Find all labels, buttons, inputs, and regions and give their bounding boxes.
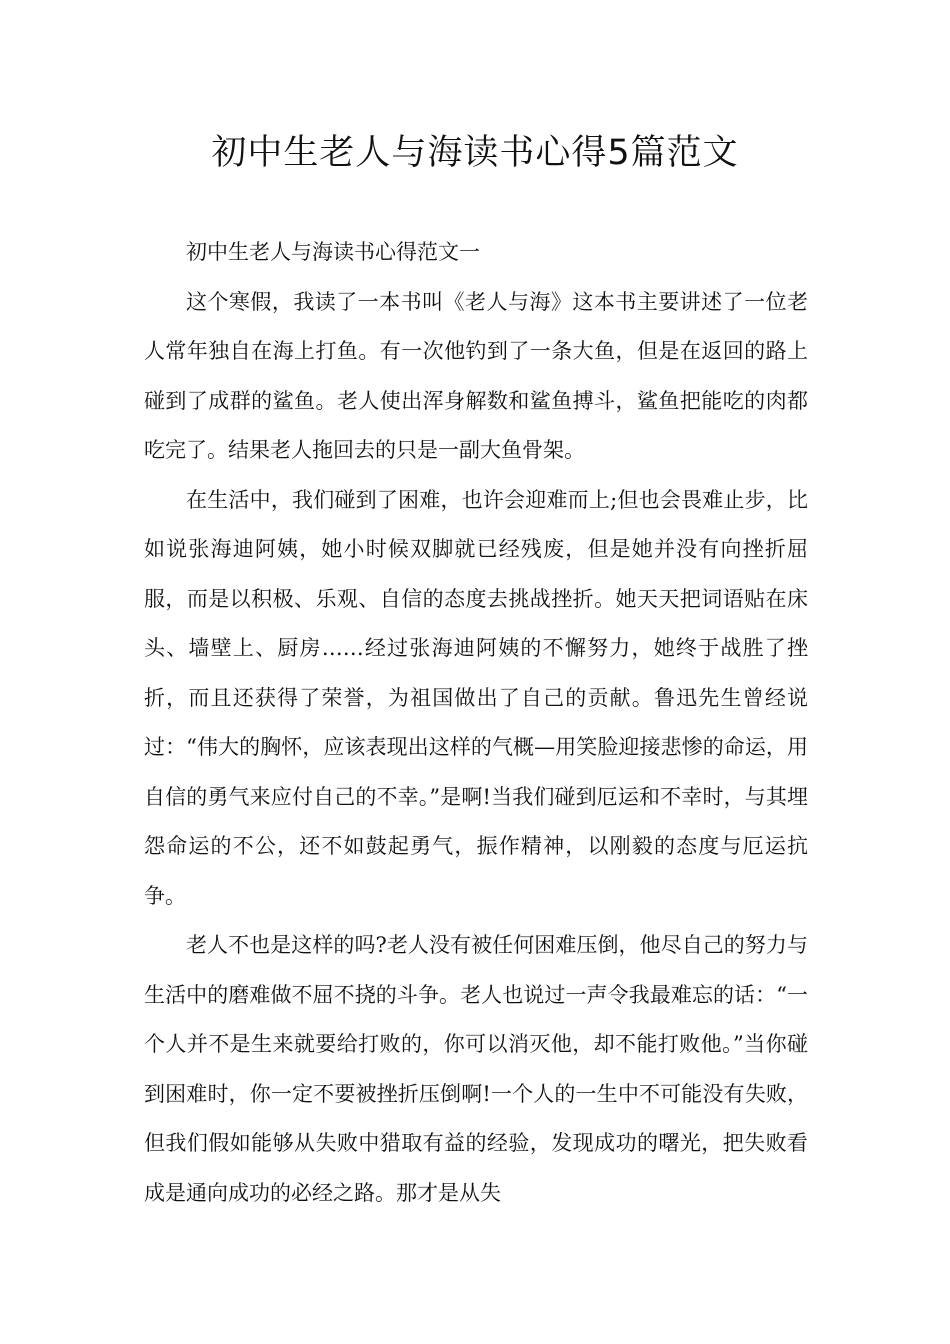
paragraph-3: 老人不也是这样的吗?老人没有被任何困难压倒，他尽自己的努力与生活中的磨难做不屈不挠的斗争。老人也说过一声令我最难忘的话：“一个人并不是生来就要给打败的，你可以消灭他，却不能打败他。”当你碰到困难时，你一定不要被挫折压倒啊!一个人的一生中不可能没有失败，但我们假如能够从失败中猎取有益的经验，发现成功的曙光，把失败看成是通向成功的必经之路。那才是从失 — [144, 933, 808, 1205]
document-body — [144, 228, 808, 1218]
section-subheading: 初中生老人与海读书心得范文一 — [186, 240, 480, 264]
document-title: 初中生老人与海读书心得5篇范文 — [211, 133, 739, 173]
paragraph-1: 这个寒假，我读了一本书叫《老人与海》这本书主要讲述了一位老人常年独自在海上打鱼。有一次他钓到了一条大鱼，但是在返回的路上碰到了成群的鲨鱼。老人使出浑身解数和鲨鱼搏斗，鲨鱼把能吃的肉都吃完了。结果老人拖回去的只是一副大鱼骨架。 — [144, 289, 808, 462]
paragraph-2: 在生活中，我们碰到了困难，也许会迎难而上;但也会畏难止步，比如说张海迪阿姨，她小时候双脚就已经残废，但是她并没有向挫折屈服，而是以积极、乐观、自信的态度去挑战挫折。她天天把词语贴在床头、墙壁上、厨房……经过张海迪阿姨的不懈努力，她终于战胜了挫折，而且还获得了荣誉，为祖国做出了自己的贡献。鲁迅先生曾经说过：“伟大的胸怀，应该表现出这样的气概—用笑脸迎接悲惨的命运，用自信的勇气来应付自己的不幸。”是啊!当我们碰到厄运和不幸时，与其埋怨命运的不公，还不如鼓起勇气，振作精神，以刚毅的态度与厄运抗争。 — [144, 487, 808, 908]
